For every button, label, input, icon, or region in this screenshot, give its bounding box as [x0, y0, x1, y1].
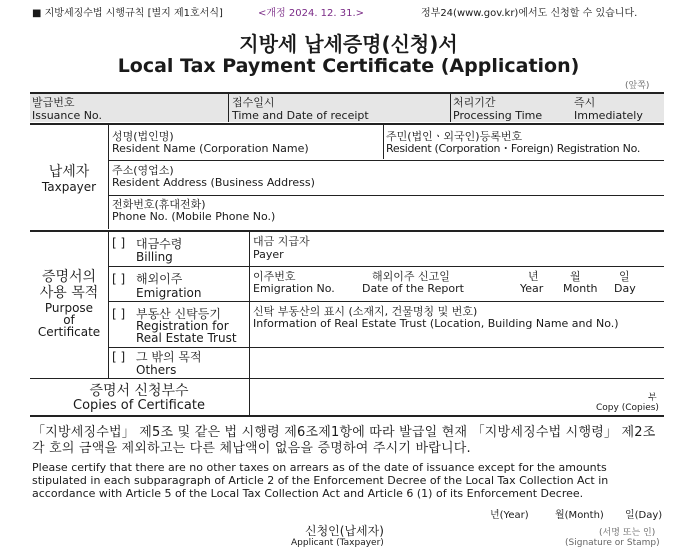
year-label-ko: 년 — [528, 270, 539, 283]
processing-value-ko: 즉시 — [574, 96, 596, 109]
taxpayer-divider — [108, 125, 109, 229]
reg-divider — [383, 125, 384, 159]
billing-label-ko: 대금수령 — [136, 237, 183, 251]
rule — [108, 266, 664, 267]
processing-label-ko: 처리기간 — [453, 96, 496, 109]
rule-top — [30, 92, 664, 94]
month-label-ko: 월 — [570, 270, 581, 283]
address-label-en: Resident Address (Business Address) — [112, 176, 315, 189]
title-english: Local Tax Payment Certificate (Application) — [117, 55, 580, 77]
billing-checkbox[interactable]: [ ] — [112, 236, 126, 250]
emigration-checkbox[interactable]: [ ] — [112, 272, 126, 286]
reg-label-en: Resident (Corporation・Foreign) Registration No. — [386, 142, 641, 155]
report-date-label-en: Date of the Report — [362, 282, 464, 295]
others-label-ko: 그 밖의 목적 — [136, 350, 202, 364]
report-date-label-ko: 해외이주 신고일 — [372, 270, 450, 283]
sign-stamp-en: (Signature or Stamp) — [565, 538, 660, 548]
processing-label-en: Processing Time — [453, 109, 543, 122]
issuance-no-label-ko: 발급번호 — [32, 96, 75, 109]
trust-label-en-2: Real Estate Trust — [136, 331, 237, 345]
sign-year: 년(Year) — [490, 510, 529, 521]
emigration-no-label-ko: 이주번호 — [253, 270, 296, 283]
rule — [108, 195, 664, 196]
online-notice: 정부24(www.gov.kr)에서도 신청할 수 있습니다. — [421, 8, 638, 19]
applicant-label-en: Applicant (Taxpayer) — [291, 538, 384, 548]
rule-copies-bottom — [30, 415, 664, 417]
emigration-no-label-en: Emigration No. — [253, 282, 335, 295]
trust-detail-en: Information of Real Estate Trust (Location, Building Name and No.) — [253, 317, 619, 330]
purpose-detail-divider — [249, 232, 250, 416]
rule-purpose-top — [30, 230, 664, 232]
applicant-label-ko: 신청인(납세자) — [305, 524, 384, 538]
address-label-ko: 주소(영업소) — [112, 164, 174, 177]
month-label-en: Month — [563, 282, 598, 295]
purpose-label-ko-2: 사용 목적 — [39, 285, 99, 301]
rule-copies-top — [30, 378, 664, 379]
statement-english: Please certify that there are no other taxes on arrears as of the date of issuance except for the amounts stipulated in each subparagraph of Article 2 of the Enforcement Decree of the Local Tax Collection Act in accordance with Article 5 of the Local Tax Collection Act and Article 6 (1) of its Enforcement Decree. — [32, 461, 609, 501]
revision-note: <개정 2024. 12. 31.> — [258, 8, 365, 19]
form-basis: ■ 지방세징수법 시행규칙 [별지 제1호서식] — [32, 8, 223, 19]
trust-checkbox[interactable]: [ ] — [112, 307, 126, 321]
year-label-en: Year — [520, 282, 544, 295]
trust-label-ko: 부동산 신탁등기 — [136, 307, 221, 321]
day-label-ko: 일 — [619, 270, 630, 283]
rule — [108, 301, 664, 302]
reg-label-ko: 주민(법인ㆍ외국인)등록번호 — [386, 130, 523, 143]
rule — [108, 347, 664, 348]
billing-label-en: Billing — [136, 250, 173, 264]
sign-month: 월(Month) — [555, 510, 604, 521]
receipt-date-label-ko: 접수일시 — [232, 96, 275, 109]
emigration-label-en: Emigration — [136, 286, 202, 300]
payer-label-ko: 대금 지급자 — [253, 235, 310, 248]
divider — [228, 94, 229, 122]
emigration-label-ko: 해외이주 — [136, 272, 183, 286]
purpose-label-en-3: Certificate — [37, 325, 101, 339]
purpose-label-en-1: Purpose — [44, 301, 94, 315]
taxpayer-label-ko: 납세자 — [48, 164, 90, 180]
name-label-ko: 성명(법인명) — [112, 130, 174, 143]
rule-taxpayer-top — [30, 123, 664, 125]
name-label-en: Resident Name (Corporation Name) — [112, 142, 309, 155]
phone-label-en: Phone No. (Mobile Phone No.) — [112, 210, 276, 223]
payer-label-en: Payer — [253, 248, 284, 261]
trust-detail-ko: 신탁 부동산의 표시 (소재지, 건물명칭 및 번호) — [253, 305, 478, 318]
others-checkbox[interactable]: [ ] — [112, 350, 126, 364]
rule — [108, 160, 664, 161]
phone-label-ko: 전화번호(휴대전화) — [112, 198, 206, 211]
copies-label-ko: 증명서 신청부수 — [89, 383, 189, 399]
statement-korean: 「지방세징수법」 제5조 및 같은 법 시행령 제6조제1항에 따라 발급일 현재 「지방세징수법 시행령」 제2조 각 호의 금액을 제외하고는 다른 체납액이 없음을 증명하여 주시기 바랍니다. — [32, 425, 656, 456]
receipt-date-label-en: Time and Date of receipt — [232, 109, 369, 122]
purpose-label-en-2: of — [63, 313, 75, 327]
purpose-label-ko-1: 증명서의 — [41, 269, 97, 285]
issuance-no-label-en: Issuance No. — [32, 109, 102, 122]
title-korean: 지방세 납세증명(신청)서 — [239, 32, 458, 56]
copies-unit-en: Copy (Copies) — [596, 403, 659, 413]
page-side: (앞쪽) — [625, 81, 650, 91]
taxpayer-label-en: Taxpayer — [41, 180, 97, 194]
day-label-en: Day — [614, 282, 636, 295]
copies-unit-ko: 부 — [648, 393, 657, 403]
others-label-en: Others — [136, 363, 177, 377]
copies-label-en: Copies of Certificate — [73, 398, 205, 413]
sign-stamp-ko: (서명 또는 인) — [599, 528, 656, 538]
divider — [450, 94, 451, 122]
sign-day: 일(Day) — [625, 510, 663, 521]
trust-label-en-1: Registration for — [136, 319, 229, 333]
purpose-divider — [108, 232, 109, 378]
processing-value-en: Immediately — [574, 109, 643, 122]
